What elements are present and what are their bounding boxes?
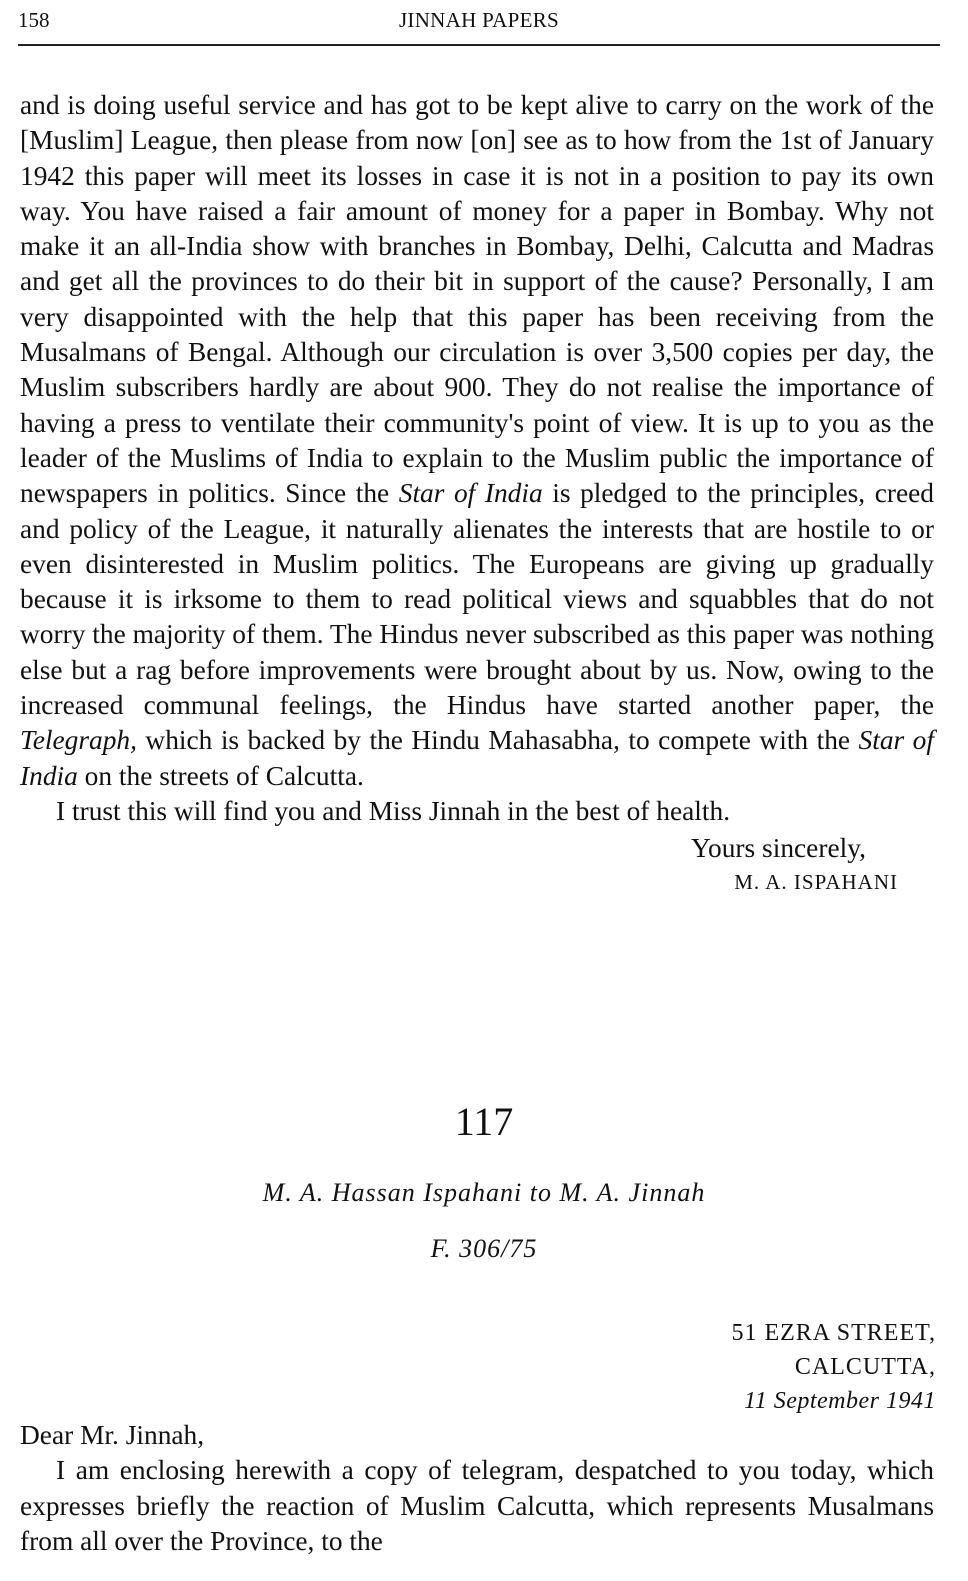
sender-address xyxy=(731,1316,936,1418)
text-segment: and is doing useful service and has got to be kept alive to carry on the work of the [Muslim] League, then please from now [on] see as to how from the 1st of January 1942 this paper will meet its losses in case it is not in a position to pay its own way. You have raised a fair amount of money for a paper in Bombay. Why not make it an all-India show with branches in Bombay, Delhi, Calcutta and Madras and get all the provinces to do their bit in support of the cause? Personally, I am very disappointed with the help that this paper has been receiving from the Musalmans of Bengal. Although our circulation is over 3,500 copies per day, the Muslim subscribers hardly are about 900. They do not realise the importance of having a press to ventilate their community's point of view. It is up to you as the leader of the Muslims of India to explain to the Muslim public the importance of newspapers in politics. Since the xyxy=(20,90,934,509)
salutation: Dear Mr. Jinnah, xyxy=(20,1420,205,1450)
header-rule xyxy=(18,44,940,46)
letter-117-body xyxy=(20,1418,934,1559)
opening-paragraph: I am enclosing herewith a copy of telegram, despatched to you today, which expresses briefly the reaction of Muslim Calcutta, which represents Musalmans from all over the Province, to the xyxy=(20,1455,934,1556)
address-line-city: CALCUTTA, xyxy=(794,1354,936,1380)
letter-date: 11 September 1941 xyxy=(743,1388,936,1414)
document-number: 117 xyxy=(454,1099,514,1144)
italic-title-segment: Telegraph, xyxy=(20,725,137,756)
signatory: M. A. ISPAHANI xyxy=(734,869,898,894)
sign-off: Yours sincerely, xyxy=(691,833,866,864)
page-header xyxy=(18,8,940,38)
running-title: JINNAH PAPERS xyxy=(398,8,560,32)
letter-116-continuation xyxy=(20,88,934,897)
italic-title-segment: Star of India xyxy=(398,478,543,509)
document-reference: F. 306/75 xyxy=(430,1234,538,1263)
text-segment: is pledged to the principles, creed and policy of the League, it naturally alienates the interests that are hostile to or even disinterested in Muslim politics. The Europeans are giving up gradually because it is irksome to them to read political views and squabbles that do not worry the majority of them. The Hindus never subscribed as this paper was nothing else but a rag before improvements were brought about by us. Now, owing to the increased communal feelings, the Hindus have started another paper, the xyxy=(20,478,934,721)
text-segment: which is backed by the Hindu Mahasabha, to compete with the xyxy=(136,725,859,756)
document-heading: M. A. Hassan Ispahani to M. A. Jinnah xyxy=(262,1178,706,1207)
page-number: 158 xyxy=(18,8,50,32)
italic-title-segment: Star of India xyxy=(20,725,934,791)
closing-paragraph: I trust this will find you and Miss Jinnah in the best of health. xyxy=(56,795,731,826)
continued-paragraph xyxy=(20,88,934,794)
text-segment: on the streets of Calcutta. xyxy=(77,760,364,791)
address-line-street: 51 EZRA STREET, xyxy=(731,1320,936,1346)
